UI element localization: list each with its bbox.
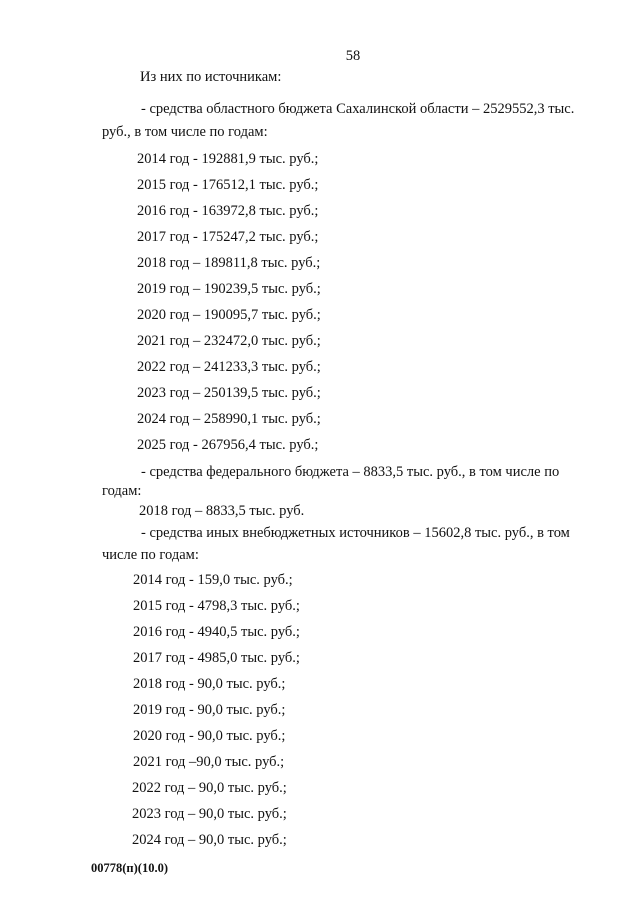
other-year-2016: 2016 год - 4940,5 тыс. руб.; [133, 624, 300, 640]
other-year-2022: 2022 год – 90,0 тыс. руб.; [132, 780, 287, 796]
other-year-2015: 2015 год - 4798,3 тыс. руб.; [133, 598, 300, 614]
other-year-2017: 2017 год - 4985,0 тыс. руб.; [133, 650, 300, 666]
other-year-2023: 2023 год – 90,0 тыс. руб.; [132, 806, 287, 822]
sources-intro: Из них по источникам: [140, 69, 282, 85]
federal-budget-line-cont: годам: [102, 483, 142, 499]
other-year-2019: 2019 год - 90,0 тыс. руб.; [133, 702, 286, 718]
regional-year-2019: 2019 год – 190239,5 тыс. руб.; [137, 281, 321, 297]
page-number: 58 [345, 48, 361, 64]
regional-year-2022: 2022 год – 241233,3 тыс. руб.; [137, 359, 321, 375]
federal-year-2018: 2018 год – 8833,5 тыс. руб. [139, 503, 305, 519]
regional-year-2018: 2018 год – 189811,8 тыс. руб.; [137, 255, 321, 271]
other-year-2024: 2024 год – 90,0 тыс. руб.; [132, 832, 287, 848]
regional-year-2015: 2015 год - 176512,1 тыс. руб.; [137, 177, 319, 193]
other-sources-line-cont: числе по годам: [102, 547, 199, 563]
regional-budget-line: - средства областного бюджета Сахалинской области – 2529552,3 тыс. [141, 101, 575, 117]
regional-year-2016: 2016 год - 163972,8 тыс. руб.; [137, 203, 319, 219]
federal-budget-line: - средства федерального бюджета – 8833,5 тыс. руб., в том числе по [141, 464, 560, 480]
regional-year-2023: 2023 год – 250139,5 тыс. руб.; [137, 385, 321, 401]
regional-budget-line-cont: руб., в том числе по годам: [102, 124, 268, 140]
regional-year-2020: 2020 год – 190095,7 тыс. руб.; [137, 307, 321, 323]
regional-year-2021: 2021 год – 232472,0 тыс. руб.; [137, 333, 321, 349]
other-year-2020: 2020 год - 90,0 тыс. руб.; [133, 728, 286, 744]
regional-year-2017: 2017 год - 175247,2 тыс. руб.; [137, 229, 319, 245]
other-year-2018: 2018 год - 90,0 тыс. руб.; [133, 676, 286, 692]
other-year-2014: 2014 год - 159,0 тыс. руб.; [133, 572, 293, 588]
regional-year-2025: 2025 год - 267956,4 тыс. руб.; [137, 437, 319, 453]
document-code-footer: 00778(п)(10.0) [91, 861, 168, 875]
other-sources-line: - средства иных внебюджетных источников – 15602,8 тыс. руб., в том [141, 525, 570, 541]
other-year-2021: 2021 год –90,0 тыс. руб.; [133, 754, 285, 770]
regional-year-2014: 2014 год - 192881,9 тыс. руб.; [137, 151, 319, 167]
regional-year-2024: 2024 год – 258990,1 тыс. руб.; [137, 411, 321, 427]
